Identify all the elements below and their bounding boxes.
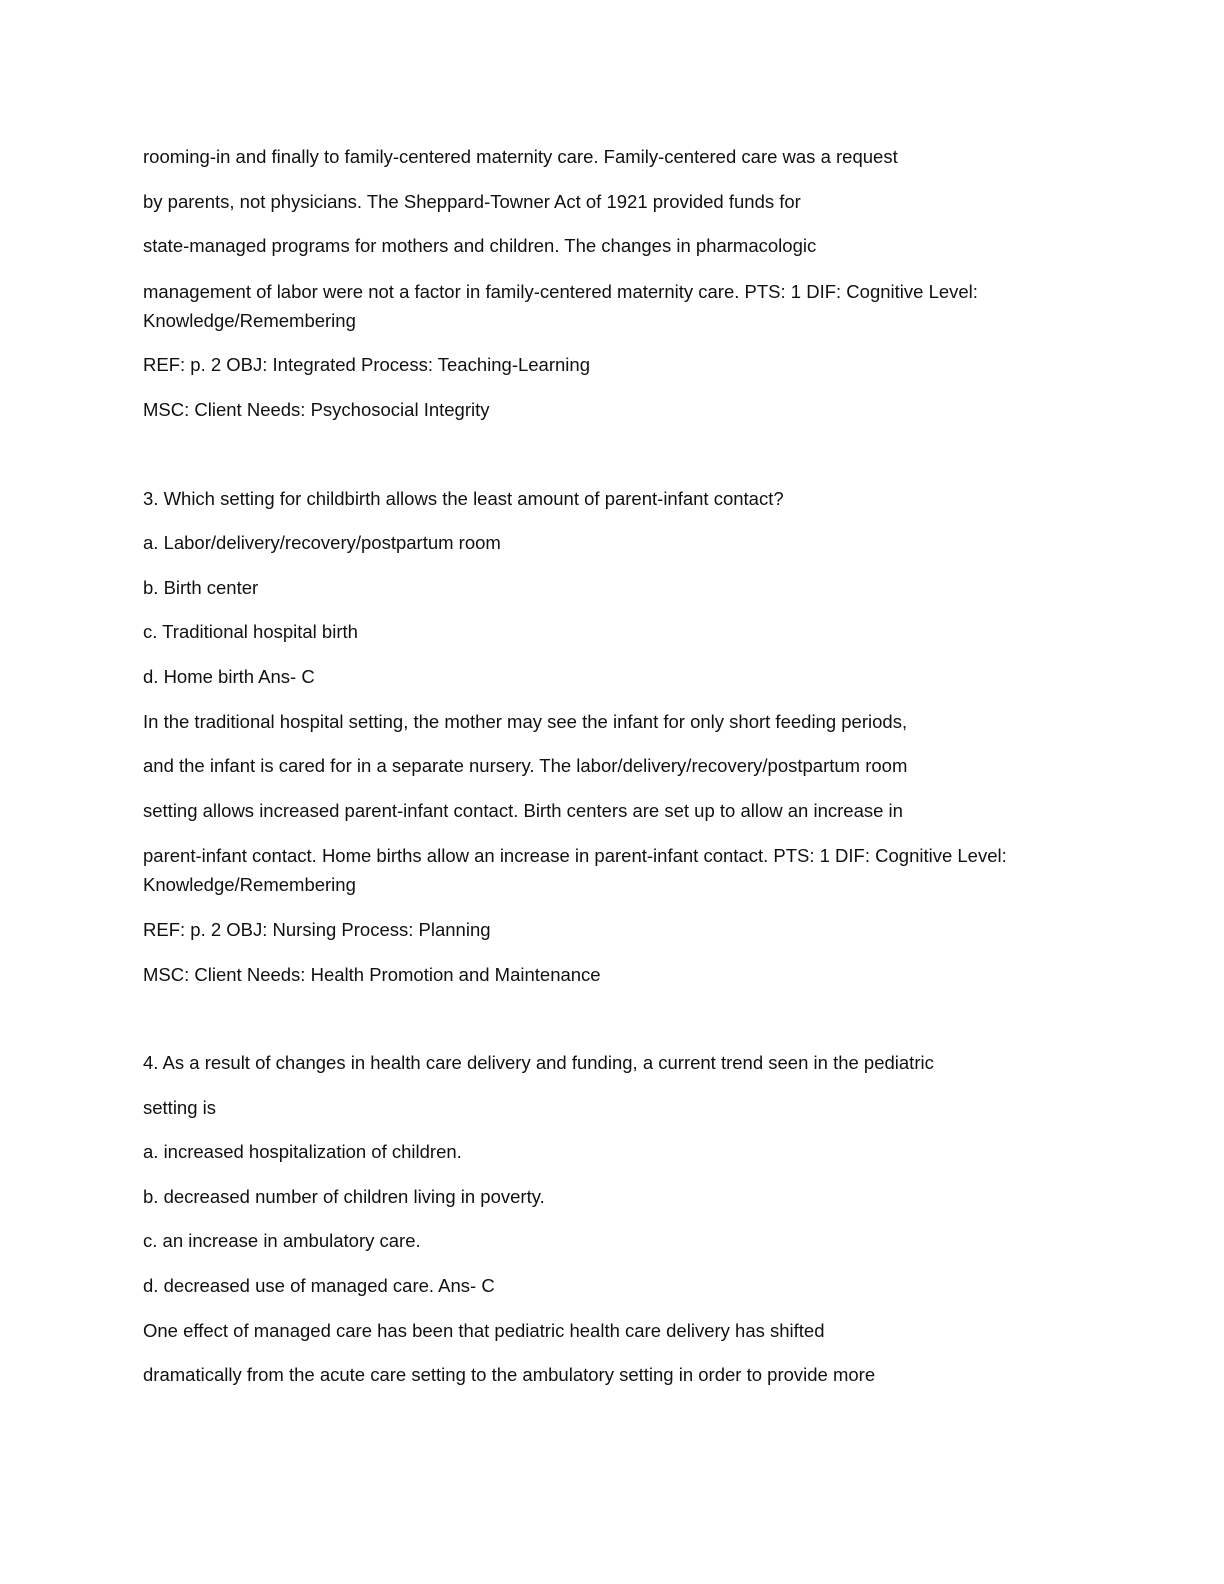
intro-line-4: management of labor were not a factor in family-centered maternity care. PTS: 1 DIF: Cognitive Level: Knowledge/Remembering — [143, 280, 978, 331]
section-spacer — [143, 1005, 1083, 1049]
q3-question: 3. Which setting for childbirth allows the least amount of parent-infant contact? — [143, 487, 784, 509]
q4-option-b: b. decreased number of children living in poverty. — [143, 1185, 545, 1207]
q3-rationale-3: setting allows increased parent-infant contact. Birth centers are set up to allow an increase in — [143, 799, 903, 821]
q4-option-a: a. increased hospitalization of children. — [143, 1141, 462, 1163]
q3-option-d: d. Home birth Ans- C — [143, 665, 315, 687]
q4-option-c: c. an increase in ambulatory care. — [143, 1230, 421, 1252]
q4-rationale-2: dramatically from the acute care setting to the ambulatory setting in order to provide more — [143, 1364, 876, 1386]
q4-option-d: d. decreased use of managed care. Ans- C — [143, 1275, 495, 1297]
q3-option-a: a. Labor/delivery/recovery/postpartum room — [143, 532, 501, 554]
q4-question-line-2: setting is — [143, 1096, 217, 1118]
document-content — [143, 143, 1083, 1406]
q3-rationale-4: parent-infant contact. Home births allow an increase in parent-infant contact. PTS: 1 DIF: Cognitive Level: Knowledge/Remembering — [143, 845, 1007, 896]
q3-option-c: c. Traditional hospital birth — [143, 621, 358, 643]
q3-ref: REF: p. 2 OBJ: Nursing Process: Planning — [143, 918, 491, 940]
q4-rationale-1: One effect of managed care has been that pediatric health care delivery has shifted — [143, 1319, 825, 1341]
q3-msc: MSC: Client Needs: Health Promotion and Maintenance — [143, 963, 601, 985]
section-spacer — [143, 441, 1083, 485]
q4-question-line-1: 4. As a result of changes in health care delivery and funding, a current trend seen in the pediatric — [143, 1052, 934, 1074]
q3-rationale-1: In the traditional hospital setting, the mother may see the infant for only short feeding periods, — [143, 710, 908, 732]
intro-msc: MSC: Client Needs: Psychosocial Integrity — [143, 398, 490, 420]
intro-line-3: state-managed programs for mothers and children. The changes in pharmacologic — [143, 235, 817, 257]
q3-option-b: b. Birth center — [143, 576, 259, 598]
intro-line-2: by parents, not physicians. The Sheppard-Towner Act of 1921 provided funds for — [143, 190, 801, 212]
q3-rationale-2: and the infant is cared for in a separate nursery. The labor/delivery/recovery/postpartum room — [143, 755, 908, 777]
intro-line-1: rooming-in and finally to family-centered maternity care. Family-centered care was a request — [143, 146, 898, 167]
intro-ref: REF: p. 2 OBJ: Integrated Process: Teaching-Learning — [143, 354, 590, 376]
